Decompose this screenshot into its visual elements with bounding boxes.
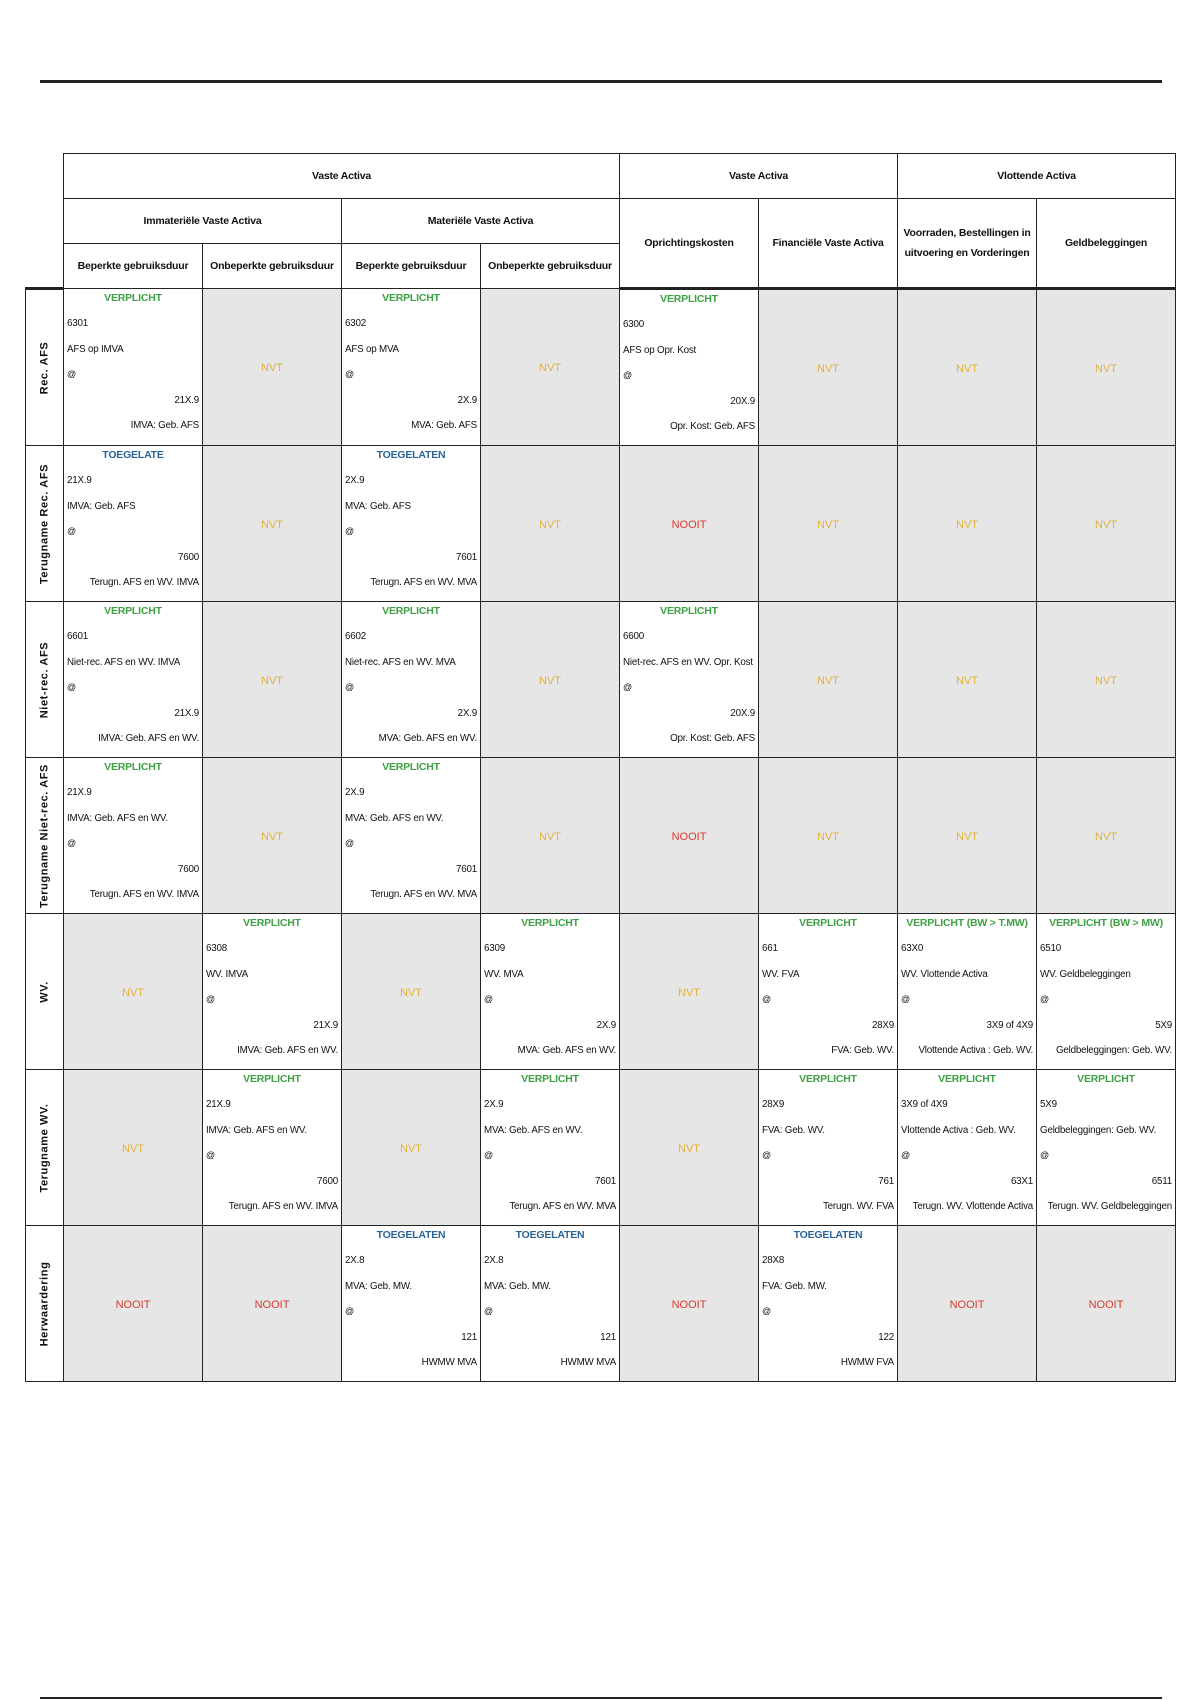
nooit-cell: [620, 758, 759, 914]
nvt-cell: [1037, 758, 1176, 914]
at-symbol: @: [484, 994, 493, 1004]
journal-entry: [203, 1070, 341, 1225]
credit-account-number: 2X.9: [457, 395, 477, 406]
nvt-label: NVT: [817, 362, 840, 375]
debit-account-number: 6300: [623, 319, 645, 330]
nvt-label: NVT: [1095, 362, 1118, 375]
credit-account-name: MVA: Geb. AFS: [411, 420, 477, 431]
debit-account-name: MVA: Geb. MW.: [484, 1281, 551, 1292]
journal-entry-cell: [898, 1070, 1037, 1226]
at-symbol: @: [345, 369, 354, 379]
journal-entry-cell: [1037, 914, 1176, 1070]
bottom-rule: [40, 1697, 1162, 1699]
matrix-row: [26, 914, 1176, 1070]
status-label: VERPLICHT: [104, 605, 162, 617]
at-symbol: @: [762, 1306, 771, 1316]
nvt-cell: [1037, 446, 1176, 602]
credit-account-number: 7601: [456, 864, 477, 875]
debit-account-number: 6601: [67, 631, 88, 642]
nvt-label: NVT: [817, 518, 840, 531]
debit-account-number: 21X.9: [67, 475, 92, 486]
debit-account-number: 2X.9: [345, 475, 365, 486]
journal-entry-cell: [342, 1226, 481, 1382]
nvt-label: NVT: [400, 986, 422, 999]
debit-account-number: 63X0: [901, 943, 924, 954]
nooit-label: NOOIT: [949, 1298, 985, 1311]
credit-account-number: 121: [600, 1332, 617, 1343]
at-symbol: @: [345, 682, 354, 692]
credit-account-name: IMVA: Geb. AFS en WV.: [237, 1045, 338, 1056]
nvt-cell: [64, 1070, 203, 1226]
at-symbol: @: [484, 1150, 493, 1160]
credit-account-name: IMVA: Geb. AFS en WV.: [98, 733, 199, 744]
header-geldbeleggingen: Geldbeleggingen: [1037, 199, 1176, 289]
debit-account-number: 6308: [206, 943, 227, 954]
debit-account-name: AFS op Opr. Kost: [623, 345, 697, 356]
nvt-label: NVT: [261, 830, 283, 843]
nvt-cell: [481, 758, 620, 914]
credit-account-number: 761: [878, 1176, 895, 1187]
journal-entry: [64, 289, 202, 444]
status-label: VERPLICHT (BW > T.MW): [906, 917, 1028, 929]
debit-account-number: 6309: [484, 943, 505, 954]
nooit-label: NOOIT: [671, 1298, 707, 1311]
journal-entry: [64, 446, 202, 601]
nvt-label: NVT: [261, 674, 283, 687]
nvt-label: NVT: [956, 674, 979, 687]
status-label: VERPLICHT: [243, 1073, 301, 1085]
row-header: [26, 289, 64, 446]
journal-entry-cell: [1037, 1070, 1176, 1226]
nvt-cell: [203, 602, 342, 758]
debit-account-name: MVA: Geb. MW.: [345, 1281, 412, 1292]
debit-account-number: 661: [762, 943, 778, 954]
debit-account-number: 21X.9: [206, 1099, 231, 1110]
header-immateriele-vaste-activa: Immateriële Vaste Activa: [64, 199, 342, 244]
credit-account-name: FVA: Geb. WV.: [831, 1045, 895, 1056]
nvt-label: NVT: [956, 830, 979, 843]
credit-account-number: 21X.9: [174, 708, 199, 719]
journal-entry: [64, 758, 202, 913]
nvt-cell: [759, 758, 898, 914]
credit-account-name: Terugn. AFS en WV. IMVA: [89, 889, 199, 900]
credit-account-name: Terugn. WV. Vlottende Activa: [912, 1201, 1034, 1212]
row-label: Terugname WV.: [38, 1102, 50, 1193]
nvt-cell: [64, 914, 203, 1070]
debit-account-number: 6301: [67, 318, 88, 329]
credit-account-number: 7601: [595, 1176, 617, 1187]
row-header: [26, 602, 64, 758]
status-label: TOEGELATEN: [376, 1229, 446, 1241]
credit-account-number: 28X9: [871, 1020, 895, 1031]
journal-entry-cell: [759, 1070, 898, 1226]
status-label: VERPLICHT: [382, 605, 440, 617]
header-mva-beperkt: Beperkte gebruiksduur: [342, 244, 481, 289]
status-label: VERPLICHT: [799, 917, 857, 929]
credit-account-number: 7600: [317, 1176, 338, 1187]
journal-entry: [759, 1070, 897, 1225]
credit-account-number: 2X.9: [596, 1020, 617, 1031]
journal-entry-cell: [203, 914, 342, 1070]
nvt-label: NVT: [261, 362, 283, 374]
journal-entry-cell: [759, 914, 898, 1070]
status-label: VERPLICHT: [382, 761, 440, 773]
status-label: VERPLICHT: [243, 917, 301, 929]
row-header: [26, 758, 64, 914]
debit-account-number: 2X.8: [484, 1255, 504, 1266]
nvt-cell: [203, 446, 342, 602]
credit-account-name: Opr. Kost: Geb. AFS: [670, 733, 756, 744]
credit-account-name: HWMW FVA: [840, 1357, 895, 1368]
journal-entry: [759, 914, 897, 1069]
debit-account-number: 28X9: [762, 1099, 785, 1110]
journal-entry: [64, 602, 202, 757]
nooit-cell: [620, 446, 759, 602]
at-symbol: @: [623, 682, 632, 692]
debit-account-number: 6302: [345, 318, 366, 329]
nvt-label: NVT: [817, 830, 840, 843]
matrix-body: [26, 289, 1176, 1382]
matrix-row: [26, 758, 1176, 914]
credit-account-name: Vlottende Activa : Geb. WV.: [918, 1045, 1034, 1056]
journal-entry-cell: [203, 1070, 342, 1226]
status-label: TOEGELATEN: [515, 1229, 585, 1241]
nvt-label: NVT: [678, 986, 701, 999]
journal-entry: [342, 758, 480, 913]
debit-account-name: AFS op MVA: [345, 344, 399, 355]
at-symbol: @: [67, 369, 76, 379]
at-symbol: @: [67, 682, 76, 692]
header-imva-onbeperkt: Onbeperkte gebruiksduur: [203, 244, 342, 289]
credit-account-number: 122: [878, 1332, 895, 1343]
debit-account-name: WV. Vlottende Activa: [901, 969, 988, 980]
journal-entry: [342, 1226, 480, 1381]
nvt-label: NVT: [1095, 830, 1118, 843]
credit-account-number: 121: [461, 1332, 477, 1343]
credit-account-number: 21X.9: [174, 395, 199, 406]
debit-account-number: 6602: [345, 631, 366, 642]
row-label: Niet-rec. AFS: [38, 641, 50, 718]
journal-entry-cell: [481, 1070, 620, 1226]
nvt-label: NVT: [1095, 518, 1118, 531]
debit-account-name: Vlottende Activa : Geb. WV.: [901, 1125, 1016, 1136]
journal-entry-cell: [64, 602, 203, 758]
nvt-label: NVT: [678, 1142, 701, 1155]
debit-account-name: IMVA: Geb. AFS en WV.: [206, 1125, 307, 1136]
debit-account-name: Niet-rec. AFS en WV. IMVA: [67, 657, 181, 668]
credit-account-number: 5X9: [1155, 1020, 1173, 1031]
corner-cell: [26, 154, 64, 289]
row-header: [26, 446, 64, 602]
matrix-row: [26, 1070, 1176, 1226]
credit-account-name: Terugn. AFS en WV. MVA: [370, 577, 477, 588]
journal-entry-cell: [481, 1226, 620, 1382]
at-symbol: @: [762, 1150, 771, 1160]
debit-account-number: 21X.9: [67, 787, 92, 798]
status-label: VERPLICHT: [1077, 1073, 1135, 1085]
credit-account-number: 3X9 of 4X9: [986, 1020, 1034, 1031]
at-symbol: @: [901, 1150, 910, 1160]
at-symbol: @: [901, 994, 910, 1004]
credit-account-number: 7600: [178, 864, 199, 875]
status-label: TOEGELATE: [102, 449, 164, 461]
journal-entry-cell: [64, 446, 203, 602]
header-oprichtingskosten: Oprichtingskosten: [620, 199, 759, 289]
status-label: VERPLICHT: [521, 917, 579, 929]
debit-account-name: AFS op IMVA: [67, 344, 124, 355]
row-header: [26, 914, 64, 1070]
credit-account-name: Terugn. AFS en WV. IMVA: [89, 577, 199, 588]
credit-account-number: 6511: [1151, 1176, 1173, 1187]
nvt-cell: [342, 1070, 481, 1226]
row-label: Rec. AFS: [38, 341, 50, 394]
status-label: VERPLICHT: [521, 1073, 579, 1085]
credit-account-name: MVA: Geb. AFS en WV.: [378, 733, 477, 744]
credit-account-number: 63X1: [1010, 1176, 1034, 1187]
journal-entry: [1037, 1070, 1175, 1225]
credit-account-name: MVA: Geb. AFS en WV.: [517, 1045, 617, 1056]
accounting-matrix: [25, 153, 1176, 1382]
journal-entry: [342, 446, 480, 601]
debit-account-name: IMVA: Geb. AFS en WV.: [67, 813, 168, 824]
nooit-cell: [1037, 1226, 1176, 1382]
debit-account-name: WV. FVA: [762, 969, 800, 980]
group-header-vaste-activa-2: Vaste Activa: [620, 154, 898, 199]
at-symbol: @: [345, 526, 354, 536]
credit-account-name: Opr. Kost: Geb. AFS: [670, 421, 756, 432]
credit-account-number: 7600: [178, 552, 199, 563]
debit-account-number: 3X9 of 4X9: [901, 1099, 948, 1110]
debit-account-name: MVA: Geb. AFS en WV.: [345, 813, 444, 824]
nvt-cell: [898, 758, 1037, 914]
credit-account-name: Terugn. WV. FVA: [822, 1201, 895, 1212]
nooit-label: NOOIT: [671, 518, 707, 531]
at-symbol: @: [345, 838, 354, 848]
at-symbol: @: [484, 1306, 493, 1316]
credit-account-name: IMVA: Geb. AFS: [130, 420, 199, 431]
debit-account-name: MVA: Geb. AFS: [345, 501, 411, 512]
nvt-cell: [620, 1070, 759, 1226]
debit-account-name: FVA: Geb. MW.: [762, 1281, 827, 1292]
nooit-label: NOOIT: [115, 1298, 151, 1311]
nvt-cell: [620, 914, 759, 1070]
journal-entry: [898, 1070, 1036, 1225]
header-mva-onbeperkt: Onbeperkte gebruiksduur: [481, 244, 620, 289]
status-label: VERPLICHT: [799, 1073, 857, 1085]
nvt-cell: [759, 602, 898, 758]
journal-entry: [1037, 914, 1175, 1069]
credit-account-name: Terugn. AFS en WV. IMVA: [228, 1201, 338, 1212]
debit-account-number: 6600: [623, 631, 645, 642]
journal-entry-cell: [898, 914, 1037, 1070]
debit-account-number: 2X.8: [345, 1255, 365, 1266]
debit-account-name: WV. MVA: [484, 969, 524, 980]
row-header: [26, 1226, 64, 1382]
nooit-label: NOOIT: [254, 1298, 290, 1311]
debit-account-number: 5X9: [1040, 1099, 1057, 1110]
debit-account-number: 2X.9: [345, 787, 365, 798]
journal-entry-cell: [64, 289, 203, 446]
header-voorraden: Voorraden, Bestellingen in uitvoering en Vorderingen: [898, 199, 1037, 289]
row-label: Herwaardering: [38, 1261, 50, 1346]
nvt-cell: [481, 446, 620, 602]
matrix-row: [26, 289, 1176, 446]
nooit-cell: [620, 1226, 759, 1382]
debit-account-name: Geldbeleggingen: Geb. WV.: [1040, 1125, 1157, 1136]
debit-account-number: 28X8: [762, 1255, 785, 1266]
top-rule: [40, 80, 1162, 83]
nvt-cell: [342, 914, 481, 1070]
journal-entry-cell: [620, 289, 759, 446]
at-symbol: @: [1040, 994, 1049, 1004]
at-symbol: @: [206, 994, 215, 1004]
group-header-vaste-activa-1: Vaste Activa: [64, 154, 620, 199]
journal-entry-cell: [342, 602, 481, 758]
at-symbol: @: [67, 838, 76, 848]
at-symbol: @: [67, 526, 76, 536]
nvt-cell: [759, 289, 898, 446]
nvt-cell: [1037, 289, 1176, 446]
journal-entry: [620, 602, 758, 757]
nvt-cell: [898, 289, 1037, 446]
nvt-label: NVT: [956, 518, 979, 531]
at-symbol: @: [1040, 1150, 1049, 1160]
credit-account-number: 21X.9: [313, 1020, 338, 1031]
journal-entry: [481, 1070, 619, 1225]
nvt-label: NVT: [539, 830, 562, 843]
debit-account-name: WV. IMVA: [206, 969, 248, 980]
at-symbol: @: [623, 370, 632, 380]
row-header: [26, 1070, 64, 1226]
credit-account-number: 7601: [456, 552, 477, 563]
status-label: VERPLICHT: [660, 293, 718, 305]
nvt-cell: [759, 446, 898, 602]
status-label: VERPLICHT: [660, 605, 718, 617]
status-label: VERPLICHT (BW > MW): [1049, 917, 1163, 929]
at-symbol: @: [762, 994, 771, 1004]
debit-account-name: FVA: Geb. WV.: [762, 1125, 825, 1136]
nvt-cell: [898, 602, 1037, 758]
nvt-label: NVT: [400, 1142, 422, 1155]
nvt-label: NVT: [956, 362, 979, 375]
status-label: VERPLICHT: [938, 1073, 996, 1085]
nvt-label: NVT: [122, 1142, 144, 1155]
nvt-cell: [203, 758, 342, 914]
credit-account-number: 2X.9: [457, 708, 477, 719]
at-symbol: @: [206, 1150, 215, 1160]
nvt-label: NVT: [539, 674, 562, 687]
credit-account-name: Terugn. WV. Geldbeleggingen: [1047, 1201, 1173, 1212]
debit-account-name: Niet-rec. AFS en WV. Opr. Kost: [623, 657, 753, 668]
journal-entry: [620, 290, 758, 445]
journal-entry-cell: [342, 446, 481, 602]
nvt-cell: [898, 446, 1037, 602]
nvt-label: NVT: [122, 986, 144, 999]
header-imva-beperkt: Beperkte gebruiksduur: [64, 244, 203, 289]
credit-account-number: 20X.9: [730, 396, 756, 407]
status-label: VERPLICHT: [104, 292, 162, 304]
debit-account-name: Niet-rec. AFS en WV. MVA: [345, 657, 456, 668]
journal-entry-cell: [620, 602, 759, 758]
journal-entry: [898, 914, 1036, 1069]
credit-account-name: HWMW MVA: [560, 1357, 617, 1368]
credit-account-number: 20X.9: [730, 708, 756, 719]
at-symbol: @: [345, 1306, 354, 1316]
nvt-cell: [1037, 602, 1176, 758]
journal-entry: [342, 602, 480, 757]
row-label: WV.: [38, 980, 50, 1003]
header-materiele-vaste-activa: Materiële Vaste Activa: [342, 199, 620, 244]
status-label: VERPLICHT: [104, 761, 162, 773]
debit-account-number: 6510: [1040, 943, 1062, 954]
credit-account-name: Geldbeleggingen: Geb. WV.: [1055, 1045, 1173, 1056]
row-label: Terugname Rec. AFS: [38, 463, 50, 584]
journal-entry: [203, 914, 341, 1069]
nvt-cell: [481, 289, 620, 446]
journal-entry: [481, 914, 619, 1069]
debit-account-number: 2X.9: [484, 1099, 504, 1110]
nvt-label: NVT: [539, 362, 562, 374]
nooit-cell: [898, 1226, 1037, 1382]
journal-entry-cell: [64, 758, 203, 914]
journal-entry-cell: [481, 914, 620, 1070]
nooit-label: NOOIT: [1088, 1298, 1124, 1311]
journal-entry-cell: [342, 758, 481, 914]
credit-account-name: HWMW MVA: [421, 1357, 477, 1368]
nooit-cell: [64, 1226, 203, 1382]
debit-account-name: IMVA: Geb. AFS: [67, 501, 136, 512]
journal-entry: [481, 1226, 619, 1381]
status-label: TOEGELATEN: [793, 1229, 863, 1241]
row-label: Terugname Niet-rec. AFS: [38, 763, 50, 908]
group-header-vlottende-activa: Vlottende Activa: [898, 154, 1176, 199]
journal-entry: [759, 1226, 897, 1381]
matrix-row: [26, 602, 1176, 758]
journal-entry-cell: [759, 1226, 898, 1382]
nvt-label: NVT: [539, 518, 562, 531]
debit-account-name: MVA: Geb. AFS en WV.: [484, 1125, 583, 1136]
status-label: TOEGELATEN: [376, 449, 446, 461]
header-financiele-vaste-activa: Financiële Vaste Activa: [759, 199, 898, 289]
nooit-label: NOOIT: [671, 830, 707, 843]
nvt-label: NVT: [261, 518, 283, 531]
nvt-label: NVT: [1095, 674, 1118, 687]
journal-entry-cell: [342, 289, 481, 446]
status-label: VERPLICHT: [382, 292, 440, 304]
nvt-cell: [203, 289, 342, 446]
journal-entry: [342, 289, 480, 444]
debit-account-name: WV. Geldbeleggingen: [1040, 969, 1131, 980]
nvt-cell: [481, 602, 620, 758]
nvt-label: NVT: [817, 674, 840, 687]
matrix-row: [26, 1226, 1176, 1382]
credit-account-name: Terugn. AFS en WV. MVA: [509, 1201, 617, 1212]
nooit-cell: [203, 1226, 342, 1382]
credit-account-name: Terugn. AFS en WV. MVA: [370, 889, 477, 900]
matrix-row: [26, 446, 1176, 602]
